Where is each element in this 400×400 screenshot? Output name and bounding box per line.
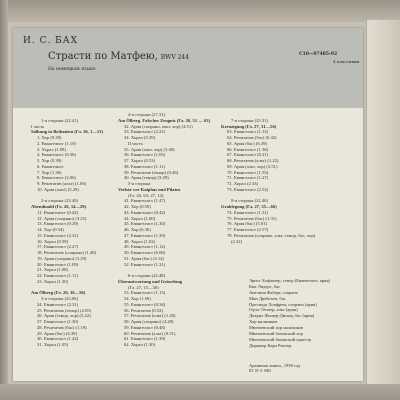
tracklist-line: 55. Евангелист (0.34) xyxy=(124,301,166,307)
tracklist-line: 26. Ария (тенор, хор) (5.22) xyxy=(37,313,91,319)
tracklist-line: 67. Евангелист (0.21) xyxy=(227,152,269,158)
bwv-number: BWV 244 xyxy=(160,54,190,61)
tracklist-line: Am Ölberg. Falsches Zeugnis (Гл. 26, 51 — 63) xyxy=(118,117,211,123)
tracklist-line: 18. Речитатив (сопрано) (1.48) xyxy=(37,250,97,255)
tracklist-line: 19. Ария (сопрано) (3.29) xyxy=(37,255,87,261)
tracklist-column-2 xyxy=(118,112,210,348)
tracklist-line: 2. Евангелист (1.10) xyxy=(37,140,76,146)
tracklist-line: 49. Евангелист (1.12) xyxy=(124,244,166,250)
tracklist-line: 32. Ария (сопрано, альт, хор) (4.51) xyxy=(124,123,193,129)
tracklist-line: 78. Речитатив (сопрано, альт, тенор, бас, хор) xyxy=(227,232,316,238)
tracklist-line: 4. Евангелист (0.36) xyxy=(37,152,76,158)
archive-note xyxy=(249,363,300,374)
box-edge-top xyxy=(0,0,400,22)
catalog-number: С10—07485-92 xyxy=(299,52,338,57)
tracklist-line: 57. Речитатив (альт) (1.20) xyxy=(124,313,176,319)
tracklist-line: 56. Речитатив (0.52) xyxy=(124,307,163,313)
tracklist-line: 73. Евангелист (2.52) xyxy=(227,186,269,192)
tracklist-line: 53. Евангелист (1.13) xyxy=(124,290,166,296)
tracklist-line: 65. Ария (бас) (6.39) xyxy=(227,140,267,146)
work-title xyxy=(48,51,189,62)
tracklist-line: 28. Речитатив (бас) (1.19) xyxy=(37,324,87,330)
tracklist-line: 40. Ария (тенор) (3.49) xyxy=(124,175,169,181)
tracklist-line: 29. Ария (бас) (4.39) xyxy=(37,330,77,336)
tracklist-line: 6-я сторона (22.48) xyxy=(128,273,166,278)
tracklist-line: Salbung in Bethanien (Гл. 26, 1—13) xyxy=(31,129,103,135)
tracklist-line: Überantwortung und Geisselung xyxy=(118,278,183,284)
tracklist-line: (Гл. 27, 15—30) xyxy=(128,284,159,290)
tracklist-line: 4-я сторона (27.31) xyxy=(128,112,166,117)
tracklist-line: 66. Евангелист (1.36) xyxy=(227,146,269,152)
tracklist-column-1 xyxy=(31,112,103,348)
tracklist-line: 69. Ария (альт, хор) (3.51) xyxy=(227,163,278,169)
tracklist-line: 77. Евангелист (2.57) xyxy=(227,227,269,232)
credit-line: Пресиада Лопфрем, сопрано (ария) xyxy=(249,301,317,307)
tracklist-line: 13. Евангелист (0.29) xyxy=(37,221,79,227)
tracklist-line: 64. Речитатив (бас) (0.42) xyxy=(227,135,277,140)
tracklist-line: 76. Ария (бас) (5.01) xyxy=(227,221,267,227)
tracklist-line: 42. Хор (0.59) xyxy=(124,204,151,209)
tracklist-line: 24. Евангелист (2.31) xyxy=(37,301,79,307)
tracklist-line: (2.32) xyxy=(231,238,243,244)
tracklist-line: 34. Хорал (5.39) xyxy=(124,135,156,140)
tracklist-line: 74. Евангелист (1.31) xyxy=(227,209,269,215)
tracklist-line: 14. Хор (0.34) xyxy=(37,227,64,232)
tracklist-line: 37. Хорал (0.53) xyxy=(124,158,156,163)
record-box-sheet xyxy=(13,28,363,381)
tracklist-line: 7-я сторона (25.31) xyxy=(231,117,269,123)
tracklist-line: 39. Речитатив (тенор) (0.46) xyxy=(124,169,179,175)
tracklist-line: 10. Ария (альт) (5.29) xyxy=(37,186,79,192)
tracklist-line: 5-я сторона xyxy=(128,181,151,186)
tracklist-column-3 xyxy=(221,112,315,244)
tracklist-line: 9. Речитатив (альт) (1.06) xyxy=(37,181,87,186)
tracklist-line: 63. Евангелист (1.12) xyxy=(227,129,269,135)
tracklist-line: 44. Хорал (1.00) xyxy=(124,215,156,221)
tracklist-line: 50. Евангелист (6.06) xyxy=(124,250,166,255)
tracklist-line: 30. Евангелист (1.42) xyxy=(37,336,79,342)
tracklist-line: 38. Евангелист (1.11) xyxy=(124,163,166,169)
tracklist-line: 1-я сторона (22.41) xyxy=(41,117,79,123)
tracklist-line: 1. Хор (9.39) xyxy=(37,135,62,140)
tracklist-line: 16. Хорал (0.59) xyxy=(37,238,69,244)
tracklist-line: 7. Хор (1.36) xyxy=(37,169,62,175)
tracklist-line: 58. Ария (сопрано) (4.28) xyxy=(124,319,174,324)
box-edge-bottom xyxy=(0,384,400,400)
tracklist-line: 41. Евангелист (1.47) xyxy=(124,198,166,204)
archive-code: ВТ. 05. 9. 0005 xyxy=(249,368,272,373)
tracklist-line: 75. Речитатив (бас) (1.31) xyxy=(227,215,277,221)
tracklist-line: 45. Евангелист (1.30) xyxy=(124,221,166,227)
tracklist-line: 52. Евангелист (1.21) xyxy=(124,261,166,267)
tracklist-line: (Гл. 26, 63; 27, 14) xyxy=(128,192,164,198)
credit-line: Кик Эндерс, бас xyxy=(249,283,281,289)
tracklist-line: 23. Хорал (1.30) xyxy=(37,278,69,284)
tracklist-line: 12. Ария (сопрано) (3.25) xyxy=(37,215,87,221)
credit-line: Герта Тёппер, альт (ария) xyxy=(249,307,298,313)
tracklist-line: 33. Евангелист (2.21) xyxy=(124,129,166,135)
tracklist-line: 61. Евангелист (1.39) xyxy=(124,336,166,342)
tracklist-line: 71. Евангелист (1.27) xyxy=(227,175,269,181)
work-title-text: Страсти по Матфею, xyxy=(48,51,158,62)
tracklist-line: 5. Хор (0.39) xyxy=(37,158,62,163)
tracklist-line: 6. Евангелист xyxy=(37,163,64,169)
tracklist-line: 72. Хорал (2.33) xyxy=(227,181,259,186)
tracklist-line: 60. Речитатив (альт) (0.51) xyxy=(124,330,176,336)
credit-line: Мюнхенский баховский оркестр xyxy=(249,336,312,342)
tracklist-line: 31. Хорал (1.05) xyxy=(37,342,69,347)
tracklist-line: Kreuzigung (Гл. 27, 31—56) xyxy=(221,123,277,129)
tracklist-line: 20. Евангелист (1.09) xyxy=(37,261,79,267)
tracklist-line: 46. Хор (6.36) xyxy=(124,227,151,232)
tracklist-line: 48. Хорал (1.02) xyxy=(124,238,156,244)
composer-name: И. С. БАХ xyxy=(23,36,79,46)
tracklist-line: 8-я сторона (22.40) xyxy=(231,198,269,204)
tracklist-line: I часть xyxy=(31,123,45,129)
tracklist-line: 59. Евангелист (0.48) xyxy=(124,324,166,330)
tracklist-line: 21. Хорал (1.08) xyxy=(37,267,69,273)
tracklist-line: 70. Евангелист (1.55) xyxy=(227,169,269,175)
tracklist-line: 25. Речитатив (тенор) (2.05) xyxy=(37,307,92,313)
tracklist-line: 17. Евангелист (2.27) xyxy=(37,244,79,250)
credit-line: Мин Дрейсхен, бас xyxy=(249,295,286,301)
language-note: На немецком языке xyxy=(48,67,96,72)
credit-line: Дитрих Фишер-Дискау, бас (ария) xyxy=(249,313,315,319)
box-edge-left xyxy=(0,0,8,400)
tracklist-line: Verhör vor Kaiphas und Pilatus xyxy=(118,186,181,192)
tracklist-line: 27. Евангелист (1.30) xyxy=(37,319,79,324)
performers-credits xyxy=(249,278,330,349)
tracklist-line: Am Ölberg (Гл. 26, 36—56) xyxy=(31,290,86,296)
tracklist-line: 11. Евангелист (0.42) xyxy=(37,209,79,215)
tracklist-line: 3-я сторона (23.06) xyxy=(41,296,79,301)
archive-recording-year: Архивная запись, 1958 год xyxy=(249,363,300,368)
tracklist-line: 54. Хор (1.56) xyxy=(124,296,151,301)
tracklist-line: 47. Евангелист (1.39) xyxy=(124,232,166,238)
tracklist-line: 62. Хорал (1.30) xyxy=(124,342,156,347)
credit-line: Хор мальчиков xyxy=(249,319,278,325)
credit-line: Антония Фаберг, сопрано xyxy=(249,289,299,295)
box-lid-right xyxy=(366,20,400,400)
tracklist-line: 68. Речитатив (альт) (1.22) xyxy=(227,158,279,163)
credit-line: Эрнст Хефлигер, тенор (Евангелист, ария) xyxy=(249,278,331,283)
tracklist-line: Grablegung (Гл. 27, 55—66) xyxy=(221,204,277,209)
credit-line: Мюнхенский хор мальчиков xyxy=(249,325,303,331)
disc-count: 4 пластинки xyxy=(333,59,360,64)
credit-line: Дирижер Карл Рихтер xyxy=(249,342,292,348)
tracklist-line: 36. Евангелист (1.05) xyxy=(124,152,166,158)
header-band xyxy=(13,28,363,108)
tracklist-line: 22. Евангелист (1.11) xyxy=(37,273,79,278)
credit-line: Мюнхенский баховский хор xyxy=(249,331,303,337)
tracklist-line: 3. Хорал (1.09) xyxy=(37,146,66,152)
tracklist-line: II часть xyxy=(128,140,143,146)
tracklist-line: 43. Евангелист (0.42) xyxy=(124,209,166,215)
tracklist-line: 51. Ария (бас) (3.12) xyxy=(124,255,164,261)
tracklist-line: 15. Евангелист (2.31) xyxy=(37,232,79,238)
tracklist-line: 2-я сторона (23.40) xyxy=(41,198,79,204)
tracklist-line: 8. Евангелист (2.06) xyxy=(37,175,76,181)
tracklist-line: 35. Ария (альт, хор) (3.48) xyxy=(124,146,175,152)
tracklist-line: Abendmahl (Гл. 26, 14—29) xyxy=(31,204,87,209)
